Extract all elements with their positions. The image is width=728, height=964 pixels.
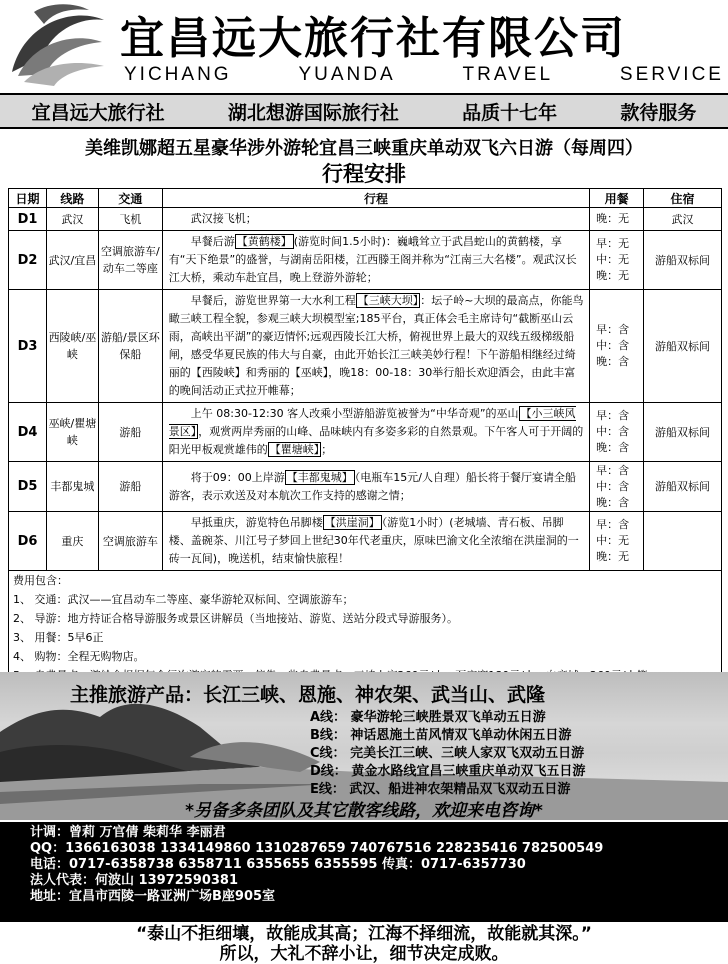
fee-item: 3、 用餐：5早6正 <box>13 631 104 644</box>
company-logo-icon <box>4 2 116 88</box>
detail-text: （电瓶车15元/人自理）船长将于餐厅宴请全船游客，表示欢送及对本航次工作支持的感谢之情； <box>168 470 576 502</box>
column-header: 行程 <box>162 189 589 208</box>
detail-text: 早餐后游 <box>190 235 235 248</box>
route-line-d: D线： 黄金水路线宜昌三峡重庆单动双飞五日游 <box>310 764 586 779</box>
company-name-cn: 宜昌远大旅行社有限公司 <box>120 13 626 64</box>
detail-cell <box>162 462 589 512</box>
lodging-cell: 游船双标间 <box>644 403 722 462</box>
meal-item: 早：含 <box>596 323 630 336</box>
meal-item: 中：含 <box>596 425 630 438</box>
closing-quote <box>0 924 728 964</box>
route-line-b: B线： 神话恩施土苗风情双飞单动休闲五日游 <box>310 728 572 743</box>
route-cell: 西陵峡/巫峡 <box>46 290 98 403</box>
fee-item: 2、 导游：地方持证合格导游服务或景区讲解员（当地接站、游览、送站分段式导游服务）。 <box>13 612 458 625</box>
fees-row <box>9 571 722 686</box>
attraction-highlight: 【瞿塘峡】 <box>269 443 320 456</box>
detail-text: 将于09：00上岸游 <box>190 470 285 484</box>
detail-text: ； <box>321 443 333 456</box>
contact-section <box>0 822 728 922</box>
legal-representative: 法人代表：何波山 13972590381 <box>30 873 239 888</box>
meal-item: 晚：无 <box>596 212 630 225</box>
detail-text: ，观赏两岸秀丽的山峰、品味峡内有多姿多彩的自然景观。下午客人可于开阔的阳光甲板观赏雄伟的 <box>168 425 584 456</box>
route-cell: 武汉 <box>46 208 98 231</box>
route-cell: 重庆 <box>46 512 98 571</box>
route-line-c: C线： 完美长江三峡、三峡人家双飞双动五日游 <box>310 746 585 761</box>
company-en-word: TRAVEL <box>462 64 554 85</box>
detail-cell <box>162 231 589 290</box>
slogan-item: 宜昌远大旅行社 <box>31 101 165 124</box>
meal-item: 晚：无 <box>596 269 630 282</box>
tour-title: 美维凯娜超五星豪华涉外游轮宜昌三峡重庆单动双飞六日游（每周四） <box>85 138 643 159</box>
detail-cell <box>162 512 589 571</box>
meal-item: 晚：含 <box>596 441 630 454</box>
lodging-cell: 游船双标间 <box>644 231 722 290</box>
detail-cell <box>162 403 589 462</box>
meal-item: 中：无 <box>596 253 630 266</box>
route-line-e: E线： 武汉、船进神农架精品双飞双动五日游 <box>310 782 571 797</box>
meal-cell <box>590 208 644 231</box>
day-cell: D5 <box>9 462 47 512</box>
fees-title: 费用包含： <box>13 574 68 587</box>
meal-cell <box>590 290 644 403</box>
detail-text: (游览时间1.5小时)：巍峨耸立于武昌蛇山的黄鹤楼，享有“天下绝景”的盛誉，与湖南岳阳楼，江西滕王阁并称为“江南三大名楼”。观武汉长江大桥，乘动车赴宜昌，晚上登游外游轮； <box>168 235 577 284</box>
table-row <box>9 403 722 462</box>
table-header-row <box>9 189 722 208</box>
phone-numbers: 电话：0717-6358738 6358711 6355655 6355595 传真：0717-6357730 <box>30 857 526 872</box>
attraction-highlight: 【洪崖洞】 <box>324 516 380 529</box>
company-en-word: YICHANG <box>124 64 232 85</box>
table-row <box>9 231 722 290</box>
table-row <box>9 208 722 231</box>
transport-cell: 空调旅游车/动车二等座 <box>98 231 162 290</box>
column-header: 用餐 <box>590 189 644 208</box>
slogan-bar <box>0 93 728 129</box>
planners: 计调：曾莉 万官倩 柴莉华 李丽君 <box>30 825 226 840</box>
meal-item: 早：含 <box>596 518 630 531</box>
route-cell: 丰都鬼城 <box>46 462 98 512</box>
column-header: 交通 <box>98 189 162 208</box>
quote-line: 所以，大礼不辞小让，细节决定成败。 <box>219 944 509 964</box>
slogan-item: 湖北想游国际旅行社 <box>227 101 399 124</box>
attraction-highlight: 【丰都鬼城】 <box>286 470 353 484</box>
table-row <box>9 290 722 403</box>
quote-line: “泰山不拒细壤，故能成其高；江海不择细流，故能就其深。” <box>136 924 592 944</box>
route-line-a: A线： 豪华游轮三峡胜景双飞单动五日游 <box>310 710 546 725</box>
meal-item: 晚：无 <box>596 550 630 563</box>
meal-cell <box>590 462 644 512</box>
column-header: 线路 <box>46 189 98 208</box>
day-cell: D2 <box>9 231 47 290</box>
meal-item: 中：含 <box>596 479 630 493</box>
transport-cell: 空调旅游车 <box>98 512 162 571</box>
promo-footer: *另备多条团队及其它散客线路，欢迎来电咨询* <box>185 801 543 820</box>
detail-text: 上午 08:30-12:30 客人改乘小型游船游览被誉为“中华奇观”的巫山 <box>190 407 519 420</box>
column-header: 住宿 <box>644 189 722 208</box>
promo-section <box>0 672 728 820</box>
lodging-cell: 武汉 <box>644 208 722 231</box>
qq-numbers: QQ：1366163038 1334149860 1310287659 740767516 228235416 782500549 <box>30 841 604 856</box>
day-cell: D1 <box>9 208 47 231</box>
attraction-highlight: 【黄鹤楼】 <box>236 235 292 248</box>
column-header: 日期 <box>9 189 47 208</box>
meal-item: 晚：含 <box>596 495 630 509</box>
company-en-word: YUANDA <box>298 64 396 85</box>
lodging-cell <box>644 512 722 571</box>
meal-cell <box>590 512 644 571</box>
detail-text: 武汉接飞机； <box>190 212 257 225</box>
meal-item: 早：含 <box>596 463 630 477</box>
meal-cell <box>590 403 644 462</box>
meal-cell <box>590 231 644 290</box>
slogan-item: 品质十七年 <box>462 101 558 124</box>
transport-cell: 游船 <box>98 462 162 512</box>
route-cell: 巫峡/瞿塘峡 <box>46 403 98 462</box>
detail-text: （游览1小时）(老城墙、青石板、吊脚楼、盖碗茶、川江号子梦回上世纪30年代老重庆，原味巴渝文化全浓缩在洪崖洞的一砖一瓦间)，晚送机，结束愉快旅程！ <box>168 516 579 565</box>
fee-item: 4、 购物：全程无购物店。 <box>13 650 145 663</box>
lodging-cell: 游船双标间 <box>644 290 722 403</box>
day-cell: D6 <box>9 512 47 571</box>
schedule-title: 行程安排 <box>322 162 406 186</box>
day-cell: D4 <box>9 403 47 462</box>
detail-text: 早餐后，游览世界第一大水利工程 <box>190 294 356 307</box>
detail-cell <box>162 208 589 231</box>
fees-section <box>9 571 722 686</box>
slogan-item: 款待服务 <box>620 101 697 124</box>
company-name-en <box>124 64 724 86</box>
header <box>0 0 728 92</box>
meal-item: 中：无 <box>596 534 630 547</box>
promo-title: 主推旅游产品：长江三峡、恩施、神农架、武当山、武隆 <box>70 684 546 706</box>
fee-item: 1、 交通：武汉——宜昌动车二等座、豪华游轮双标间、空调旅游车； <box>13 593 354 606</box>
attraction-highlight: 【小三峡风景区】 <box>168 407 576 438</box>
meal-item: 早：含 <box>596 409 630 422</box>
transport-cell: 飞机 <box>98 208 162 231</box>
transport-cell: 游船 <box>98 403 162 462</box>
detail-text: ：坛子岭~大坝的最高点，你能鸟瞰三峡工程全貌，参观三峡大坝模型室;185平台，真正体会毛主席诗句“截断巫山云雨，高峡出平湖”的豪迈情怀;远观西陵长江大桥，俯视世界上最大的双线五级梯级船闸，感受华夏民族的伟大与自豪，由此开始长江三峡美妙行程！下午游船相继经过绮丽的【西陵峡】和秀丽的【巫峡】，晚18：00-18：30举行船长欢迎酒会，由此丰富的晚间活动正式拉开帷幕； <box>168 294 584 397</box>
meal-item: 早：无 <box>596 237 630 250</box>
table-row <box>9 462 722 512</box>
attraction-highlight: 【三峡大坝】 <box>357 294 419 307</box>
detail-cell <box>162 290 589 403</box>
route-cell: 武汉/宜昌 <box>46 231 98 290</box>
lodging-cell: 游船双标间 <box>644 462 722 512</box>
detail-text: 早抵重庆，游览特色吊脚楼 <box>190 516 323 529</box>
company-en-word: SERVICE <box>619 64 724 85</box>
itinerary-table <box>8 188 722 686</box>
transport-cell: 游船/景区环保船 <box>98 290 162 403</box>
meal-item: 中：含 <box>596 339 630 352</box>
meal-item: 晚：含 <box>596 355 630 368</box>
day-cell: D3 <box>9 290 47 403</box>
address: 地址：宜昌市西陵一路亚洲广场B座905室 <box>30 889 276 904</box>
table-row <box>9 512 722 571</box>
